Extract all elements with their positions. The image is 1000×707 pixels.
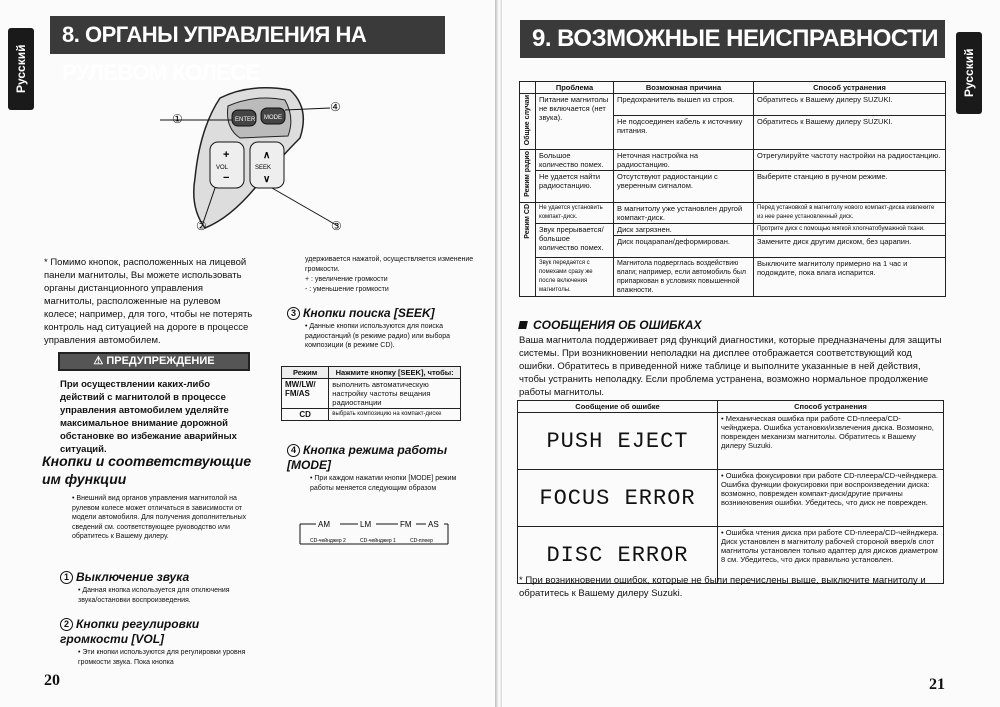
error-messages-heading: СООБЩЕНИЯ ОБ ОШИБКАХ (519, 318, 702, 332)
table-cell: Магнитола подверглась воздействию влаги; например, если автомобиль был припаркован в условиях повышенной влажности. (614, 258, 754, 297)
table-header: Способ устранения (754, 82, 946, 94)
warning-icon: ⚠ (93, 355, 104, 367)
table-cell: Обратитесь к Вашему дилеру SUZUKI. (754, 94, 946, 116)
troubleshooting-table (519, 81, 946, 297)
mute-heading: 1 Выключение звука (60, 570, 260, 585)
table-cell: Предохранитель вышел из строя. (614, 94, 754, 116)
wheel-mode-label: MODE (264, 115, 282, 121)
table-cell: Протрите диск с помощью мягкой хлопчатобумажной ткани. (754, 224, 946, 236)
table-cell: Неточная настройка на радиостанцию. (614, 150, 754, 171)
group-general: Общие случаи (524, 95, 531, 146)
error-code: FOCUS ERROR (518, 470, 718, 527)
seek-mode-table (281, 366, 461, 421)
cycle-cdp: CD-плеер (410, 538, 433, 544)
warning-title: ПРЕДУПРЕЖДЕНИЕ (106, 355, 215, 367)
cycle-am: AM (318, 520, 330, 529)
svg-text:−: − (223, 172, 230, 184)
vol-minus: - : уменьшение громкости (305, 286, 389, 293)
table-header: Возможная причина (614, 82, 754, 94)
cycle-cd1: CD-чейнджер 1 (360, 538, 396, 544)
cycle-fm: FM (400, 520, 412, 529)
mode-heading: 4 Кнопка режима работы [MODE] (287, 443, 448, 472)
callout-1: ① (172, 112, 183, 126)
vol-plus: + : увеличение громкости (305, 276, 388, 283)
table-cell: Обратитесь к Вашему дилеру SUZUKI. (754, 116, 946, 150)
table-cell: Питание магнитолы не включается (нет звука). (536, 94, 614, 150)
section-title: 8. ОРГАНЫ УПРАВЛЕНИЯ НА РУЛЕВОМ КОЛЕСЕ (50, 16, 445, 54)
seek-text: • Данные кнопки используются для поиска радиостанций (в режиме радио) или выбора композиции (в режиме CD). (305, 323, 451, 349)
svg-text:+: + (223, 149, 230, 161)
warning-banner (58, 352, 250, 371)
error-fix: • Механическая ошибка при работе CD-плеера/CD-чейнджера. Ошибка установки/извлечения диска. Возможно, поврежден механизм магнитолы. Обратитесь к Вашему дилеру Suzuki. (718, 413, 944, 470)
table-cell: выполнить автоматическую настройку частоты вещания радиостанции (329, 379, 461, 409)
page-number: 21 (929, 676, 945, 693)
intro-paragraph: * Помимо кнопок, расположенных на лицевой панели магнитолы, Вы можете использовать органы дистанционного управления магнитолы, расположенные на рулевом колесе; например, для того, чтобы не потерять контроль над ситуацией на дороге в процессе управления автомобилем. (44, 257, 253, 346)
table-cell: MW/LW/ FM/AS (282, 379, 329, 409)
wheel-vol-label: VOL (216, 165, 229, 171)
group-cd: Режим CD (524, 204, 531, 240)
error-intro: Ваша магнитола поддерживает ряд функций диагностики, которые предназначены для защиты системы. При возникновении неполадки на дисплее отображается соответствующий код ошибки. Обратитесь в приведенной ниже таблице и выполните указанные в ней действия, чтобы устранить неполадку. Если проблема устранена, возможно нормальное продолжение работы магнитолы. (519, 335, 942, 398)
table-cell: Не удается найти радиостанцию. (536, 171, 614, 203)
language-tab: Русский (956, 32, 982, 114)
error-fix: • Ошибка фокусировки при работе CD-плеера/CD-чейнджера. Ошибка функции фокусировки при воспроизведении диска: возможно, поврежден компакт-диск/другие причины возникновения ошибки. Убедитесь, что диск не поврежден. (718, 470, 944, 527)
table-header: Способ устранения (718, 401, 944, 413)
table-cell: Диск поцарапан/деформирован. (614, 236, 754, 258)
footnote: * При возникновении ошибок, которые не были перечислены выше, выключите магнитолу и обратитесь к Вашему дилеру Suzuki. (519, 575, 926, 599)
table-cell: Выключите магнитолу примерно на 1 час и подождите, пока влага испарится. (754, 258, 946, 297)
table-cell: Отсутствуют радиостанции с уверенным сигналом. (614, 171, 754, 203)
table-cell: Звук передается с помехами сразу же после включения магнитолы. (536, 258, 614, 297)
left-page (0, 0, 496, 707)
error-fix: • Ошибка чтения диска при работе CD-плеера/CD-чейнджера. Диск установлен в магнитолу рабочей стороной вверх/в слот магнитолы установлен только адаптер для дисков диаметром 8 см. Убедитесь, что диск правильно установлен. (718, 527, 944, 584)
cycle-cd2: CD-чейнджер 2 (310, 538, 346, 544)
buttons-section-title: Кнопки и соответствующие им функции (42, 453, 252, 487)
table-header: Нажмите кнопку [SEEK], чтобы: (329, 367, 461, 379)
section-title: 9. ВОЗМОЖНЫЕ НЕИСПРАВНОСТИ (520, 20, 945, 58)
section-note: • Внешний вид органов управления магнитолой на рулевом колесе может отличаться в зависимости от модели автомобиля. Для получения дополнительных сведений см. соответствующее руководство или обратитесь к Вашему дилеру. (72, 495, 247, 540)
callout-3: ③ (331, 219, 342, 233)
table-cell: Звук прерывается/большое количество помех. (536, 224, 614, 258)
table-header: Проблема (536, 82, 614, 94)
mode-text: • При каждом нажатии кнопки [MODE] режим работы меняется следующим образом (310, 475, 457, 492)
mute-text: • Данная кнопка используется для отключения звука/остановки воспроизведения. (78, 587, 230, 604)
table-cell: Не удается установить компакт-диск. (536, 203, 614, 224)
error-code: DISC ERROR (518, 527, 718, 584)
error-messages-table (517, 400, 944, 584)
vol-heading: 2 Кнопки регулировки громкости [VOL] (60, 617, 200, 646)
table-header: Режим (282, 367, 329, 379)
warning-text: При осуществлении каких-либо действий с магнитолой в процессе управления автомобилем уделяйте максимальное внимание дорожной обстановке во избежание аварийных ситуаций. (60, 379, 237, 455)
group-radio: Режим радио (524, 151, 531, 198)
callout-4: ④ (330, 100, 341, 114)
language-tab: Русский (8, 28, 34, 110)
table-cell: выбрать композицию на компакт-диске (329, 409, 461, 421)
wheel-seek-label: SEEK (255, 165, 272, 171)
table-cell: Перед установкой в магнитолу нового компакт-диска извлеките из нее ранее установленный диск. (754, 203, 946, 224)
cycle-as: AS (428, 520, 439, 529)
svg-text:∨: ∨ (263, 174, 271, 185)
table-cell: Замените диск другим диском, без царапин. (754, 236, 946, 258)
error-code: PUSH EJECT (518, 413, 718, 470)
mode-cycle-diagram (298, 512, 468, 552)
table-cell: Диск загрязнен. (614, 224, 754, 236)
svg-text:∧: ∧ (263, 150, 271, 161)
table-cell: Не подсоединен кабель к источнику питания. (614, 116, 754, 150)
vol-text: • Эти кнопки используются для регулировки уровня громкости звука. Пока кнопка (78, 649, 246, 666)
callout-2: ② (196, 219, 207, 233)
wheel-enter-label: ENTER (235, 117, 256, 123)
table-cell: CD (282, 409, 329, 421)
page-number: 20 (44, 672, 60, 689)
table-cell: Отрегулируйте частоту настройки на радиостанцию. (754, 150, 946, 171)
table-header: Сообщение об ошибке (518, 401, 718, 413)
table-cell: Большое количество помех. (536, 150, 614, 171)
cycle-lm: LM (360, 520, 372, 529)
seek-heading: 3 Кнопки поиска [SEEK] (287, 306, 477, 321)
table-cell: Выберите станцию в ручном режиме. (754, 171, 946, 203)
vol-continued: удерживается нажатой, осуществляется изменение громкости. (305, 256, 474, 273)
table-cell: В магнитолу уже установлен другой компакт-диск. (614, 203, 754, 224)
